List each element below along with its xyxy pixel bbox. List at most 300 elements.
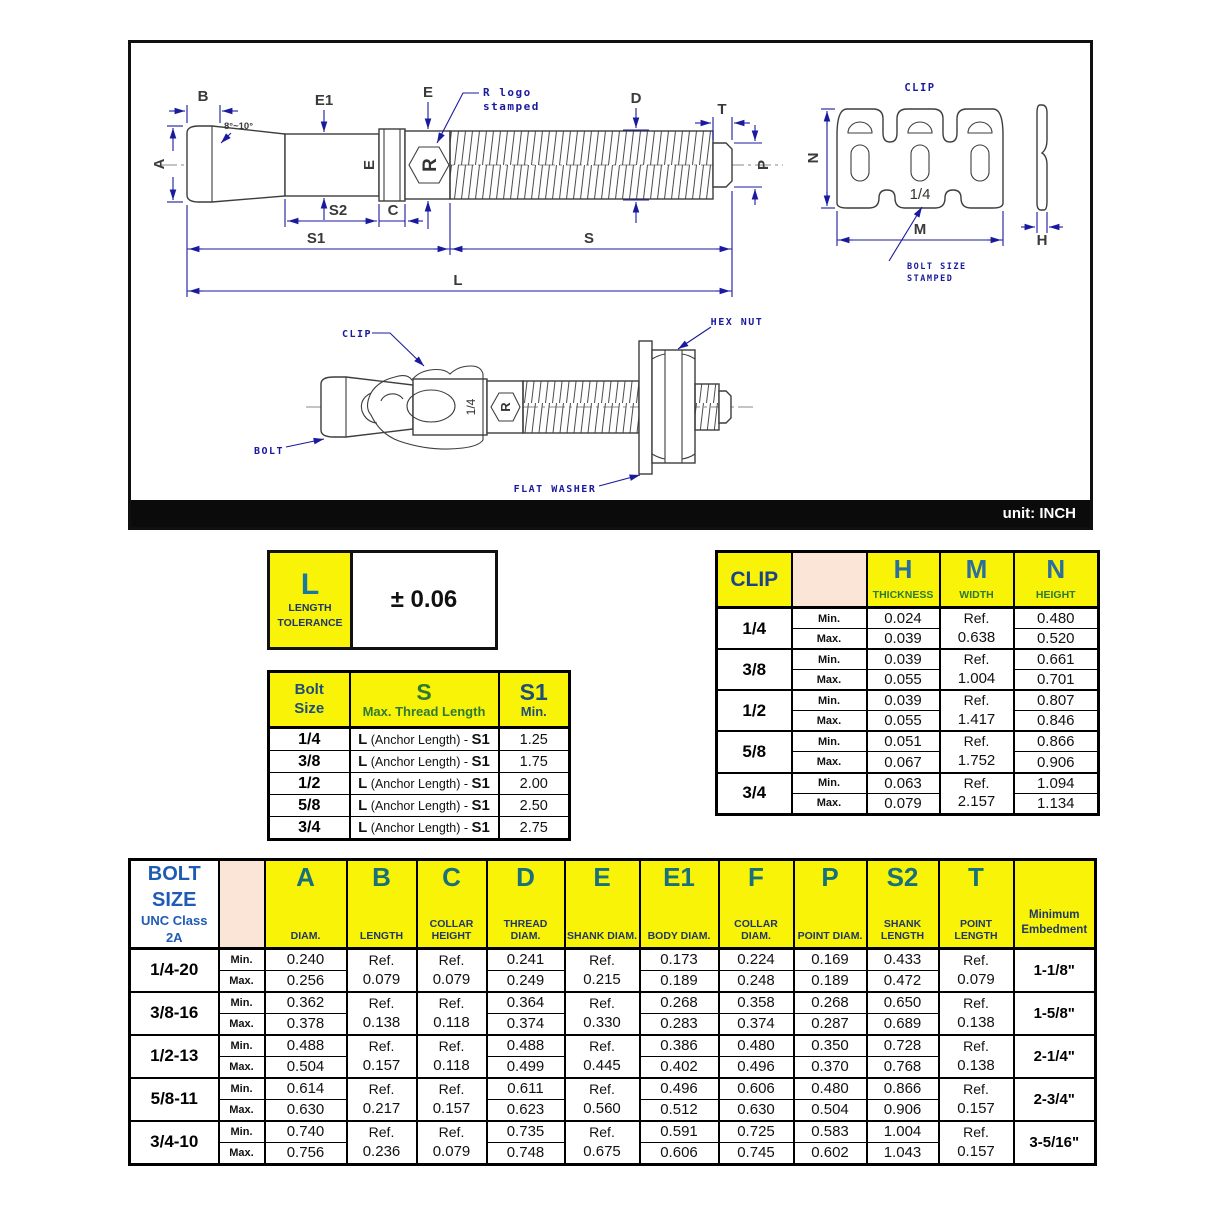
p-max: 0.602 (794, 1142, 867, 1164)
dim-p-label: P (755, 159, 772, 171)
n-max: 0.846 (1014, 711, 1099, 732)
f-letter: F (748, 862, 764, 892)
dim-n-label: N (805, 152, 822, 164)
size-cell: 3/8 (269, 751, 350, 773)
f-max: 0.374 (719, 1013, 794, 1035)
clip-row-group (717, 690, 1099, 731)
d-max: 0.249 (487, 970, 565, 992)
n-column-header (1014, 552, 1099, 608)
dim-t-label: T (717, 101, 727, 118)
min-label: Min. (792, 608, 867, 629)
formula-s1: S1 (471, 753, 490, 770)
min-embedment-cell: 2-1/4" (1014, 1035, 1096, 1078)
c-ref-cell (417, 1035, 487, 1078)
dim-e1-label: E1 (314, 92, 334, 109)
min-label: Min. (219, 1078, 265, 1100)
ref-label: Ref. (963, 1123, 989, 1140)
t-ref-cell (939, 992, 1014, 1035)
a-max: 0.504 (265, 1056, 347, 1078)
dim-e-label: E (422, 84, 434, 101)
f-sub-label: COLLAR DIAM. (734, 917, 778, 943)
s2-min: 0.866 (867, 1078, 939, 1100)
s1-min-cell: 1.75 (499, 751, 570, 773)
d-min: 0.241 (487, 948, 565, 970)
n-max: 0.906 (1014, 752, 1099, 773)
s-header (350, 672, 499, 728)
ref-label: Ref. (438, 994, 465, 1011)
bolt-size-header-line2: Size (294, 699, 325, 717)
e-ref-cell (565, 1078, 640, 1121)
e1-min: 0.268 (640, 992, 719, 1014)
p-min: 0.480 (794, 1078, 867, 1100)
a-min: 0.614 (265, 1078, 347, 1100)
ref-label: Ref. (589, 1037, 615, 1054)
bolt-title-line2: SIZE (152, 889, 197, 911)
h-sub-label: THICKNESS (872, 589, 934, 602)
ref-label: Ref. (963, 1080, 989, 1097)
tolerance-letter: L (300, 567, 320, 601)
dim-c-label: C (387, 202, 399, 219)
t-ref-cell (939, 1078, 1014, 1121)
formula-cell (350, 817, 499, 840)
e1-min: 0.496 (640, 1078, 719, 1100)
h-max: 0.067 (867, 752, 940, 773)
formula-cell (350, 795, 499, 817)
e-ref-cell (565, 948, 640, 992)
bolt-size-cell: 3/8-16 (130, 992, 219, 1035)
e1-min: 0.173 (640, 948, 719, 970)
dim-s2-label: S2 (328, 202, 348, 219)
e1-letter: E1 (663, 862, 695, 892)
a-min: 0.362 (265, 992, 347, 1014)
p-sub-label: POINT DIAM. (797, 930, 863, 943)
dim-h-label: H (1036, 232, 1048, 249)
min-embedment-cell: 1-5/8" (1014, 992, 1096, 1035)
dim-e-side-label: E (361, 159, 378, 171)
e-ref-value: 0.560 (583, 1099, 621, 1117)
formula-s1: S1 (471, 731, 490, 748)
m-sub-label: WIDTH (959, 589, 994, 602)
t-column-header (939, 860, 1014, 949)
h-min: 0.063 (867, 773, 940, 794)
f-max: 0.496 (719, 1056, 794, 1078)
formula-s1: S1 (471, 775, 490, 792)
d-min: 0.611 (487, 1078, 565, 1100)
embed-header-line2: Embedment (1021, 924, 1088, 937)
p-min: 0.169 (794, 948, 867, 970)
d-max: 0.623 (487, 1099, 565, 1121)
a-max: 0.630 (265, 1099, 347, 1121)
a-letter: A (296, 862, 315, 892)
p-min: 0.583 (794, 1121, 867, 1143)
s2-max: 0.906 (867, 1099, 939, 1121)
formula-l: L (358, 797, 368, 814)
p-column-header (794, 860, 867, 949)
max-label: Max. (792, 670, 867, 691)
h-min: 0.039 (867, 690, 940, 711)
formula-s1: S1 (471, 819, 490, 836)
b-ref-cell (347, 1121, 417, 1165)
c-column-header (417, 860, 487, 949)
s2-min: 0.728 (867, 1035, 939, 1057)
f-min: 0.480 (719, 1035, 794, 1057)
m-ref-value: 1.417 (957, 711, 996, 729)
m-column-header (940, 552, 1014, 608)
size-cell: 1/2 (269, 773, 350, 795)
f-max: 0.630 (719, 1099, 794, 1121)
clip-size-cell: 3/8 (717, 649, 792, 690)
assembly-r-logo-glyph: R (498, 402, 513, 412)
m-ref-cell (940, 731, 1014, 772)
ref-label: Ref. (963, 692, 990, 709)
h-column-header (867, 552, 940, 608)
unit-label: unit: INCH (1002, 505, 1076, 522)
max-label: Max. (792, 629, 867, 650)
size-row-group (130, 1121, 1096, 1165)
b-ref-cell (347, 1035, 417, 1078)
h-max: 0.055 (867, 670, 940, 691)
c-ref-value: 0.118 (433, 1056, 470, 1074)
clip-size-cell: 1/4 (717, 608, 792, 650)
size-row-group (130, 948, 1096, 992)
b-sub-label: LENGTH (359, 930, 404, 943)
bolt-title-line1: BOLT (147, 863, 201, 885)
b-ref-value: 0.079 (362, 970, 401, 988)
clip-size-cell: 1/2 (717, 690, 792, 731)
n-min: 0.807 (1014, 690, 1099, 711)
d-max: 0.499 (487, 1056, 565, 1078)
dim-l-label: L (453, 272, 463, 289)
a-min: 0.488 (265, 1035, 347, 1057)
max-label: Max. (219, 1013, 265, 1035)
ref-label: Ref. (963, 951, 989, 968)
n-sub-label: HEIGHT (1035, 589, 1076, 602)
b-ref-cell (347, 1078, 417, 1121)
e-ref-cell (565, 1121, 640, 1165)
c-ref-value: 0.079 (432, 970, 471, 988)
n-min: 1.094 (1014, 773, 1099, 794)
t-ref-cell (939, 1035, 1014, 1078)
n-max: 1.134 (1014, 793, 1099, 814)
n-min: 0.480 (1014, 608, 1099, 629)
b-ref-value: 0.236 (362, 1142, 401, 1160)
s-letter: S (416, 678, 432, 705)
bolt-size-cell: 1/2-13 (130, 1035, 219, 1078)
f-max: 0.248 (719, 970, 794, 992)
clip-size-cell: 5/8 (717, 731, 792, 772)
e-ref-value: 0.445 (583, 1056, 621, 1074)
c-sub-label: COLLAR HEIGHT (429, 917, 474, 943)
ref-label: Ref. (368, 1080, 395, 1097)
p-max: 0.370 (794, 1056, 867, 1078)
s1-min-cell: 1.25 (499, 728, 570, 751)
ref-label: Ref. (589, 951, 615, 968)
m-ref-cell (940, 608, 1014, 650)
ref-label: Ref. (589, 1080, 615, 1097)
s2-max: 1.043 (867, 1142, 939, 1164)
ref-label: Ref. (963, 994, 989, 1011)
c-ref-cell (417, 948, 487, 992)
s1-min-cell: 2.75 (499, 817, 570, 840)
t-ref-cell (939, 1121, 1014, 1165)
p-letter: P (821, 862, 839, 892)
e1-min: 0.386 (640, 1035, 719, 1057)
d-column-header (487, 860, 565, 949)
ref-label: Ref. (438, 1123, 465, 1140)
bolt-size-cell: 5/8-11 (130, 1078, 219, 1121)
s1-sub-label: Min. (520, 703, 547, 719)
ref-label: Ref. (589, 1123, 615, 1140)
a-max: 0.378 (265, 1013, 347, 1035)
clip-row-group (717, 649, 1099, 690)
formula-cell (350, 773, 499, 795)
s1-letter: S1 (519, 678, 548, 705)
t-ref-value: 0.138 (957, 1056, 995, 1074)
size-cell: 3/4 (269, 817, 350, 840)
size-cell: 1/4 (269, 728, 350, 751)
e-ref-value: 0.330 (583, 1013, 621, 1031)
assembly-hex-nut-label: HEX NUT (710, 317, 764, 328)
embed-header-line1: Minimum (1029, 908, 1080, 921)
min-label: Min. (219, 1121, 265, 1143)
formula-cell (350, 751, 499, 773)
d-max: 0.374 (487, 1013, 565, 1035)
assembly-clip-label: CLIP (341, 329, 373, 340)
min-label: Min. (219, 1035, 265, 1057)
dim-m-label: M (913, 221, 927, 238)
p-min: 0.350 (794, 1035, 867, 1057)
max-label: Max. (792, 711, 867, 732)
size-row-group (130, 1035, 1096, 1078)
bolt-collar (379, 129, 405, 201)
min-embedment-cell: 3-5/16" (1014, 1121, 1096, 1165)
min-label: Min. (219, 948, 265, 970)
f-max: 0.745 (719, 1142, 794, 1164)
f-min: 0.358 (719, 992, 794, 1014)
b-ref-value: 0.217 (362, 1099, 401, 1117)
length-tolerance-table (267, 550, 498, 650)
r-logo-note-line1: R logo (483, 86, 532, 99)
e-ref-cell (565, 992, 640, 1035)
s2-column-header (867, 860, 939, 949)
f-min: 0.224 (719, 948, 794, 970)
dim-s1-label: S1 (306, 230, 326, 247)
b-ref-cell (347, 992, 417, 1035)
e1-max: 0.606 (640, 1142, 719, 1164)
h-min: 0.024 (867, 608, 940, 629)
assembly-threads (523, 381, 639, 433)
a-min: 0.740 (265, 1121, 347, 1143)
d-letter: D (516, 862, 535, 892)
b-letter: B (372, 862, 391, 892)
tolerance-caption-line2: TOLERANCE (277, 617, 343, 629)
taper-angle-label: 8°~10° (224, 121, 253, 132)
max-label: Max. (792, 793, 867, 814)
e1-column-header (640, 860, 719, 949)
m-ref-value: 1.752 (957, 752, 996, 770)
n-min: 0.661 (1014, 649, 1099, 670)
embedment-column-header (1014, 860, 1096, 949)
h-min: 0.039 (867, 649, 940, 670)
hex-nut (652, 350, 695, 463)
thread-row (269, 795, 570, 817)
c-letter: C (442, 862, 461, 892)
s2-letter: S2 (886, 862, 919, 892)
thread-row (269, 751, 570, 773)
bolt-size-header-line1: Bolt (294, 680, 324, 698)
size-cell: 5/8 (269, 795, 350, 817)
thread-row (269, 773, 570, 795)
clip-table-title: CLIP (717, 552, 792, 608)
unit-bar (131, 500, 1090, 527)
min-embedment-cell: 1-1/8" (1014, 948, 1096, 992)
c-ref-value: 0.118 (433, 1013, 470, 1031)
clip-view-title: CLIP (904, 82, 936, 94)
e1-sub-label: BODY DIAM. (647, 930, 711, 943)
m-ref-value: 1.004 (957, 670, 996, 688)
s2-max: 0.768 (867, 1056, 939, 1078)
min-label: Min. (792, 773, 867, 794)
m-ref-cell (940, 649, 1014, 690)
t-letter: T (968, 862, 984, 892)
stamp-note-line1: BOLT SIZE (907, 262, 967, 272)
p-max: 0.189 (794, 970, 867, 992)
d-min: 0.488 (487, 1035, 565, 1057)
s1-min-cell: 2.00 (499, 773, 570, 795)
tolerance-value: ± 0.06 (390, 586, 458, 613)
tolerance-caption-line1: LENGTH (288, 601, 332, 614)
thread-length-table (267, 670, 571, 841)
s2-sub-label: SHANK LENGTH (880, 917, 925, 943)
dim-s-label: S (583, 230, 595, 247)
m-ref-value: 0.638 (957, 628, 996, 646)
formula-cell (350, 728, 499, 751)
clip-side-view (1037, 105, 1047, 210)
assembly-flat-washer-label: FLAT WASHER (513, 484, 597, 495)
e1-max: 0.189 (640, 970, 719, 992)
assembly-clip-stamp: 1/4 (464, 398, 478, 416)
r-logo-note-line2: stamped (483, 100, 540, 113)
bolt-title-subtitle: UNC Class 2A (141, 913, 208, 945)
h-letter: H (893, 554, 913, 584)
thread-row (269, 817, 570, 840)
ref-label: Ref. (438, 1037, 465, 1054)
s1-min-cell: 2.50 (499, 795, 570, 817)
formula-s1: S1 (471, 797, 490, 814)
formula-l: L (358, 775, 368, 792)
t-ref-value: 0.157 (957, 1099, 995, 1117)
d-min: 0.364 (487, 992, 565, 1014)
a-max: 0.756 (265, 1142, 347, 1164)
dim-a-label: A (151, 158, 168, 170)
p-max: 0.287 (794, 1013, 867, 1035)
e1-max: 0.402 (640, 1056, 719, 1078)
max-label: Max. (219, 970, 265, 992)
ref-label: Ref. (963, 774, 990, 791)
bolt-head (187, 126, 285, 202)
e-ref-cell (565, 1035, 640, 1078)
c-ref-cell (417, 1078, 487, 1121)
t-ref-cell (939, 948, 1014, 992)
tolerance-header-cell (270, 553, 353, 647)
bolt-dimension-table (128, 858, 1097, 1166)
anchor-bolt-drawing (131, 43, 1090, 500)
formula-l: L (358, 753, 368, 770)
f-min: 0.606 (719, 1078, 794, 1100)
max-label: Max. (219, 1056, 265, 1078)
n-max: 0.701 (1014, 670, 1099, 691)
h-max: 0.079 (867, 793, 940, 814)
clip-size-cell: 3/4 (717, 773, 792, 815)
t-ref-value: 0.079 (957, 970, 995, 988)
f-min: 0.725 (719, 1121, 794, 1143)
b-ref-value: 0.157 (362, 1056, 401, 1074)
max-label: Max. (792, 752, 867, 773)
bolt-size-header (269, 672, 350, 728)
e-sub-label: SHANK DIAM. (567, 930, 637, 943)
d-min: 0.735 (487, 1121, 565, 1143)
clip-row-group (717, 731, 1099, 772)
ref-label: Ref. (963, 651, 990, 668)
a-min: 0.240 (265, 948, 347, 970)
h-max: 0.039 (867, 629, 940, 650)
e-ref-value: 0.215 (583, 970, 621, 988)
ref-label: Ref. (438, 1080, 465, 1097)
ref-label: Ref. (368, 951, 395, 968)
r-logo-glyph: R (420, 158, 441, 172)
size-row-group (130, 1078, 1096, 1121)
ref-label: Ref. (368, 994, 395, 1011)
a-max: 0.256 (265, 970, 347, 992)
min-label: Min. (792, 649, 867, 670)
min-label: Min. (792, 731, 867, 752)
c-ref-value: 0.079 (432, 1142, 471, 1160)
s2-max: 0.689 (867, 1013, 939, 1035)
bolt-point (713, 143, 732, 187)
assembly-bolt-point (719, 391, 731, 423)
dim-b-label: B (197, 88, 209, 105)
c-ref-cell (417, 1121, 487, 1165)
m-ref-value: 2.157 (957, 793, 996, 811)
formula-mid: (Anchor Length) - (370, 821, 469, 835)
ref-label: Ref. (368, 1123, 395, 1140)
stamp-note-line2: STAMPED (907, 274, 954, 284)
e1-min: 0.591 (640, 1121, 719, 1143)
e-ref-value: 0.675 (583, 1142, 621, 1160)
assembly-bolt-head (321, 377, 413, 437)
m-ref-cell (940, 690, 1014, 731)
bolt-size-cell: 1/4-20 (130, 948, 219, 992)
ref-label: Ref. (438, 951, 465, 968)
min-label: Min. (792, 690, 867, 711)
ref-label: Ref. (963, 733, 990, 750)
bolt-size-cell: 3/4-10 (130, 1121, 219, 1165)
max-label: Max. (219, 1142, 265, 1164)
ref-label: Ref. (963, 610, 990, 626)
formula-l: L (358, 819, 368, 836)
assembly-bolt-label: BOLT (253, 446, 285, 457)
e-letter: E (593, 862, 611, 892)
e1-max: 0.283 (640, 1013, 719, 1035)
assembly-threads-end (695, 384, 719, 430)
d-max: 0.748 (487, 1142, 565, 1164)
b-column-header (347, 860, 417, 949)
p-max: 0.504 (794, 1099, 867, 1121)
t-ref-value: 0.138 (957, 1013, 995, 1031)
size-row-group (130, 992, 1096, 1035)
flat-washer (639, 341, 652, 474)
p-min: 0.268 (794, 992, 867, 1014)
